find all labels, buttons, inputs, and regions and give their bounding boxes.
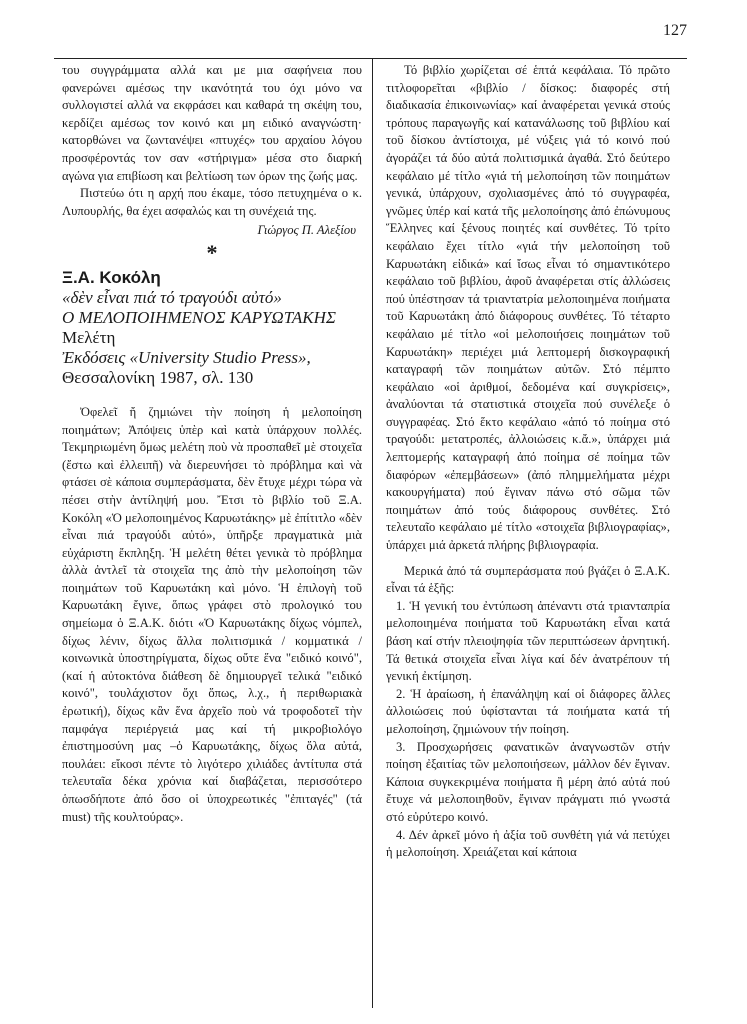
top-rule — [54, 58, 687, 59]
intro-paragraph: Πιστεύω ότι η αρχή που έκαμε, τόσο πετυχημένα ο κ. Λυπουρλής, θα έχει ασφαλώς και τη συνέχειά της. — [62, 186, 362, 218]
list-item: 4. Δέν ἀρκεῖ μόνο ἡ ἀξία τοῦ συνθέτη γιά νά πετύχει ἡ μελοποίηση. Χρειάζεται καί κάποια — [386, 827, 670, 860]
list-item: 1. Ἡ γενική του ἐντύπωση ἀπέναντι στά τριανταπρία μελοποιημένα ποιήματα τοῦ Καρυωτάκη εἶναι κατά βάση καί στήν πλειοψηφία τῶν περιπτώσεων ἀρνητική. Τά θετικά στοιχεῖα εἶναι λίγα καί δέν ἀνατρέπουν τή γενική ἐκτίμηση. — [386, 598, 670, 684]
conclusions-list — [386, 598, 670, 862]
signature: Γιώργος Π. Αλεξίου — [257, 223, 356, 238]
left-column — [62, 62, 362, 826]
review-author: Ξ.Α. Κοκόλη — [62, 267, 161, 287]
conclusions-intro: Μερικά ἀπό τά συμπεράσματα πού βγάζει ὁ Ξ.Α.Κ. εἶναι τά ἑξῆς: — [386, 563, 670, 596]
review-body — [62, 404, 362, 826]
intro-paragraph: του συγγράμματα αλλά και με μια σαφήνεια που φανερώνει αμέσως την ικανότητά του όχι μόνο να συλλογιστεί αλλά να εκφράσει και καθαρά τη σκέψη του, κερδίζει αμέσως τον κοινό και μη ειδικό αναγνώστη· κατορθώνει να ζωντανέψει «πτυχές» του αρχαίου λόγου προσφέροντάς τον σαν «στήριγμα» μέσα στο διαρκή αγώνα για επιβίωση και βελτίωση των όρων της ζωής μας. — [62, 63, 362, 183]
right-column — [386, 62, 670, 862]
list-item: 3. Προσχωρήσεις φανατικῶν ἀναγνωστῶν στήν ποίηση ἐξαιτίας τῶν μελοποιήσεων, μάλλον δέν ἔγιναν. Κάποια συγκεκριμένα ποιήματα ἢ μέρη ἀπό αὐτά πού ἔτυχε νά μελοποιηθοῦν, ἔγιναν πράγματι πιό γνωστά στό εὐρύτερο κοινό. — [386, 739, 670, 824]
review-title: Ο ΜΕΛΟΠΟΙΗΜΕΝΟΣ ΚΑΡΥΩΤΑΚΗΣ — [62, 307, 337, 327]
section-separator: * — [206, 239, 218, 265]
page-number: 127 — [663, 22, 687, 39]
review-place: Θεσσαλονίκη 1987, σλ. 130 — [62, 367, 254, 387]
review-genre: Μελέτη — [62, 327, 116, 347]
review-body-paragraph: Ὀφελεῖ ἤ ζημιώνει τὴν ποίηση ἡ μελοποίηση ποιημάτων; Ἀπόψεις ὑπὲρ καὶ κατὰ ὑπάρχουν πολλές. Τεκμηριωμένη ὅμως μελέτη ποὺ νὰ προσπαθεῖ μὲ στοιχεῖα (ἔστω καὶ ἐλλειπῆ) νὰ διερευνήσει τὸ πρόβλημα καὶ νὰ φτάσει σὲ κάποια συμπεράσματα, δὲν ἔτυχε μέχρι τώρα νὰ πέσει στὴν ἀντίληψή μου. Ἔτσι τὸ βιβλίο τοῦ Ξ.Α. Κοκόλη «Ὁ μελοποιημένος Καρυωτάκης» μὲ ἐπίτιτλο «δὲν εἶναι πιά τραγούδι αὐτό», ὑπῆρξε πραγματικὰ μιὰ εὐχάριστη ἔκπληξη. Ἡ μελέτη θέτει γενικὰ τὸ πρόβλημα ἀλλὰ ἀντλεῖ τὰ στοιχεῖα της ἀπὸ τὴν μελοποίηση τῶν ποιημάτων τοῦ Καρυωτάκη καὶ μόνο. Ἡ ἐπιλογὴ τοῦ Καρυωτάκη ἔγινε, ὅπως γράφει στὸ προλογικό του σημείωμα ὁ Ξ.Α.Κ. διότι «Ὁ Καρυωτάκης δίχως νόμπελ, δίχως λένιν, δίχως ἄλλα πολιτισμικά / κομματικά / κοινωνικὰ ὑποστηρίγματα, δίχως οὔτε ἕνα "ειδικό κοινό", (καί ἡ αὐτοκτόνα διάθεση δὲ δημιουργεῖ τελικά "ειδικό κοινό", τουλάχιστον ὄχι ὅπως, λ.χ., ἡ περιθωριακὰ ἐρωτική), δίχως κἂν ἕνα ἀρχεῖο ποὺ νά τροφοδοτεῖ τὴν παμφάγα περιέργειά μας καί τή μικροβιολόγο ἐπιστημοσύνη μας –ὁ Καρυωτάκης, δίχως ὅλα αὐτά, πουλάει: εἴκοσι πέντε τὸ λιγότερο χιλιάδες ἀντίτυπα στά τελευταῖα δέκα χρόνια καί διαβάζεται, περισσότερο ὁπωσδήποτε ἀπό ὅσο οἱ ὑποχρεωτικές "ἐπιταγές" (τά must) τῆς κουλτούρας». — [62, 404, 362, 824]
list-item: 2. Ἡ ἀραίωση, ἡ ἐπανάληψη καί οἱ διάφορες ἄλλες ἀλλοιώσεις πού ὑφίστανται τά ποιήματα κατά τή μελοποίηση, ζημιώνουν τήν ποίηση. — [386, 686, 670, 736]
review-publisher: Ἐκδόσεις «University Studio Press», — [62, 347, 311, 367]
review-subtitle: «δὲν εἶναι πιά τό τραγούδι αὐτό» — [62, 287, 282, 307]
chapter-summary-paragraph: Τό βιβλίο χωρίζεται σέ ἑπτά κεφάλαια. Τό πρῶτο τιτλοφορεῖται «βιβλίο / δίσκος: διαφορές στή διαδικασία ἐπικοινωνίας» καί ἀναφέρεται γενικά στούς τρόπους παραγωγῆς καί κατανάλωσης τοῦ βιβλίου καί τοῦ δίσκου ἀντίστοιχα, μέ νύξεις γιά τό κοινό πού ἀγοράζει τά δύο αὐτά πολιτισμικά ἀγαθά. Στό δεύτερο κεφάλαιο μέ τίτλο «γιά τή μελοποίηση τῶν ποιημάτων γενικά, ὑπάρχουν, σχολιασμένες ἀπό τό συγγραφέα, γνῶμες ὑπέρ καί κατά τῆς μελοποίησης ἀπό ἐπώνυμους Ἕλληνες καί ξένους ποιητές καί συνθέτες. Τό τρίτο κεφάλαιο ἔχει τίτλο «γιά τήν μελοποίηση τοῦ Καρυωτάκη εἰδικά» καί ἴσως εἶναι τό σημαντικότερο κεφάλαιο τοῦ βιβλίου, ἀφοῦ ἀναφέρεται στίς ἀλλώσεις πού ὑπέστησαν τά τριαντατρία μελοποιημένα ποιήματα τοῦ Καρυωτάκη ἀπό διάφορους συνθέτες. Τό τέταρτο κεφάλαιο μέ τίτλο «οἱ μελοποιήσεις ποιημάτων τοῦ Καρυωτάκη» περιέχει μιά λεπτομερή δισκογραφική καταγραφή τῶν ποιημάτων αὐτῶν. Στό πέμπτο κεφάλαιο «οἱ ἀριθμοί, δεδομένα καί συγκρίσεις», ἀναλύονται τά στατιστικά στοιχεῖα πού συνέλεξε ὁ συγγραφέας. Στό ἕκτο κεφάλαιο «ἀπό τό ποίημα στό τραγούδι: μετατροπές, ἀλλοιώσεις κ.ἄ.», ὑπάρχει μιά λεπτομερής καταγραφή ἀπό ποίημα σέ ποίημα τῶν διαφόρων «ἐπεμβάσεων» (ἀπό πλημμελήματα μέχρι κακουργήματα) πού ἔγιναν πάνω στό σῶμα τῶν ποιημάτων ἀπό τούς διάφορους συνθέτες. Στό τελευταῖο κεφάλαιο μέ τίτλο «στοιχεῖα βιβλιογραφίας», ὑπάρχει μιά ἀρκετά πλήρης βιβλιογραφία. — [386, 63, 670, 553]
review-header — [62, 268, 362, 388]
column-divider — [372, 58, 373, 1008]
